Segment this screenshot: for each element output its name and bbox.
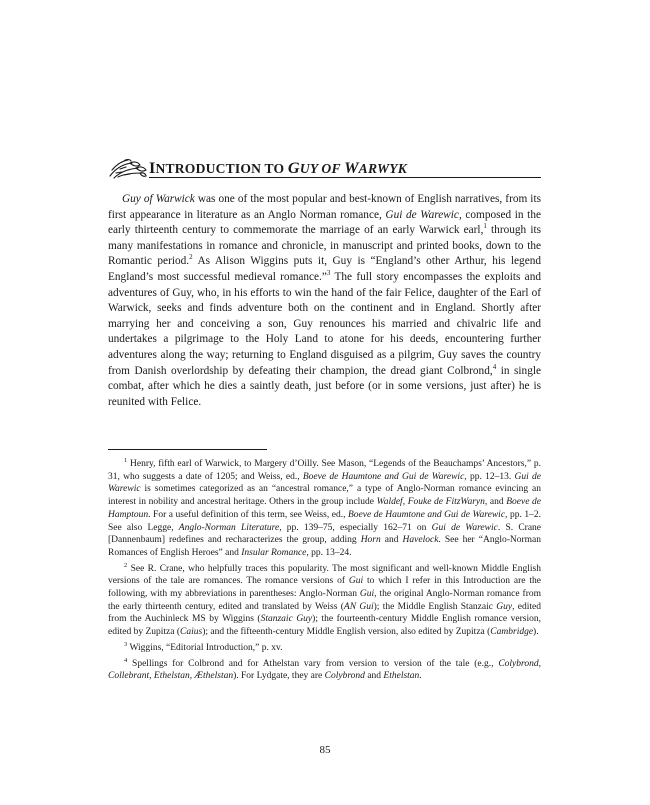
text-run: Havelock — [402, 535, 439, 546]
text-run: . For a useful definition of this term, see Weiss, ed., — [148, 509, 348, 520]
text-run: Stanzaic Guy — [260, 614, 313, 625]
text-run: Waldef, Fouke de FitzWaryn, — [376, 497, 488, 508]
footnote-ref-2[interactable]: 2 — [189, 253, 193, 262]
footnote-mark: 1 — [124, 456, 128, 464]
footnote-mark: 3 — [124, 640, 128, 648]
footnote-ref-1[interactable]: 1 — [483, 222, 487, 231]
footnote-3 — [108, 642, 541, 655]
text-run: and — [380, 535, 403, 546]
text-run: ); and the fifteenth-century Middle English version, also edited by Zupitza ( — [202, 627, 491, 638]
text-run: , composed in the early thirteenth century to commemorate the marriage of an early Warwick earl, — [108, 208, 541, 237]
text-run: See R. Crane, who helpfully traces this popularity. The most significant and well-known Middle English versions of the tale are romances. The romance versions of — [108, 563, 541, 587]
footnote-separator — [108, 449, 267, 450]
title-part-2: UY OF — [299, 161, 345, 176]
text-run: Wiggins, “Editorial Introduction,” p. xv. — [127, 642, 283, 653]
text-run: . — [419, 671, 422, 682]
text-run: Henry, fifth earl of Warwick, to Margery d’Oilly. See Mason, “Legends of the Beauchamps’ Ancestors,” p. 31, who suggests a date of 1205; and Weiss, ed., — [108, 459, 541, 482]
text-run: Guy of Warwick — [122, 193, 195, 205]
footnote-1 — [108, 458, 541, 560]
text-run: AN Gui — [343, 601, 374, 612]
footnote-mark: 2 — [124, 561, 128, 569]
footnote-mark: 4 — [124, 656, 128, 664]
text-run: . S. Crane [Dannenbaum] redefines and recharacterizes the group, adding — [108, 522, 542, 546]
text-run: Caius — [180, 627, 203, 638]
text-run: The full story encompasses the exploits and adventures of Guy, who, in his efforts to win the hand of the fair Felice, daughter of the Earl of Warwick, seeks and finds adventure both on the continent and in England. Shortly after marrying her and conceiving a son, Guy renounces his married and chivalric life and undertakes a pilgrimage to the Holy Land to atone for his deeds, encountering further adventures along the way; returning to England disguised as a pilgrim, Guy saves the country from Danish overlordship by defeating their champion, the dread giant Colbrond, — [108, 270, 541, 377]
text-run: As Alison Wiggins puts it, Guy is “England’s other Arthur, his legend England’s most successful medieval romance.” — [108, 255, 542, 283]
text-run: to which I refer in this Introduction are the following, with my abbreviations in parentheses: Anglo-Norman — [108, 576, 541, 600]
footnotes — [108, 458, 541, 686]
text-run: , pp. 13–24. — [306, 547, 352, 558]
text-run: Boeve de Haumtone and Gui de Warewic — [302, 471, 465, 482]
text-run: Gui de Warewic — [108, 471, 541, 495]
text-run: ); the Middle English Stanzaic — [373, 601, 497, 612]
fleuron-icon — [108, 158, 148, 180]
body-paragraph — [108, 192, 541, 410]
text-run: was one of the most popular and best-known of English narratives, from its first appearance in literature as an Anglo Norman romance, — [108, 193, 541, 221]
text-run: Gui — [359, 589, 375, 600]
text-run: Spellings for Colbrond and for Athelstan vary from version to version of the tale (e.g., — [127, 658, 499, 669]
text-run: and — [487, 497, 507, 508]
text-run: Gui de Warewic — [385, 208, 459, 221]
text-run: Guy — [496, 601, 513, 612]
text-run: , edited from the Auchinleck MS by Wiggins ( — [108, 601, 542, 625]
text-run: Insular Romance — [241, 547, 307, 558]
title-initial-1: I — [149, 159, 156, 177]
text-run: ); the fourteenth-century Middle English romance version, edited by Zupitza ( — [108, 614, 541, 638]
text-run: Boeve de Haumtone and Gui de Warewic, — [348, 509, 508, 520]
text-run: Horn — [360, 535, 381, 546]
title-part-3: ARWYK — [358, 161, 408, 176]
text-run: through its many manifestations in romance and chronicle, in manuscript and printed books, down to the Romantic period. — [108, 224, 541, 268]
footnote-ref-4[interactable]: 4 — [492, 362, 497, 371]
text-run: ). For Lydgate, they are — [233, 671, 325, 682]
chapter-heading — [108, 158, 541, 182]
title-part-1: NTRODUCTION TO — [155, 161, 288, 176]
footnote-2 — [108, 563, 541, 639]
heading-rule — [149, 177, 541, 178]
text-run: and — [364, 671, 384, 682]
text-run: Boeve de Hamptoun — [108, 497, 542, 520]
text-run: ). — [533, 627, 539, 638]
text-run: Ethelstan — [383, 671, 420, 682]
footnote-4 — [108, 658, 541, 683]
text-run: pp. 1–2. See also Legge, — [108, 509, 541, 533]
text-run: , pp. 139–75, especially 162–71 on — [279, 522, 432, 533]
page-number: 85 — [319, 744, 331, 756]
text-run: . See her “Anglo-Norman Romances of English Heroes” and — [108, 535, 542, 558]
text-run: , the original Anglo-Norman romance from the early thirteenth century, edited and translated by Weiss ( — [108, 589, 542, 612]
text-run: Colybrond — [324, 671, 365, 682]
text-run: Gui — [348, 576, 364, 587]
text-run: in single combat, after which he dies a saintly death, just before (or in some versions, just after) he is reunited with Felice. — [108, 364, 542, 408]
title-initial-3: W — [344, 159, 359, 177]
text-run: Gui de Warewic — [431, 522, 498, 533]
text-run: Cambridge — [490, 627, 534, 638]
title-initial-2: G — [287, 159, 300, 177]
text-run: Anglo-Norman Literature — [178, 522, 280, 533]
footnote-ref-3[interactable]: 3 — [326, 269, 331, 278]
text-run: Colybrond, Collebrant, Ethelstan, Æthelstan — [108, 658, 541, 682]
chapter-title — [149, 159, 407, 178]
text-run: , pp. 12–13. — [464, 471, 515, 482]
text-run: is sometimes categorized as an “ancestral romance,” a type of Anglo-Norman romance evincing an interest in nobility and ancestral heritage. Others in the group include — [108, 484, 541, 508]
